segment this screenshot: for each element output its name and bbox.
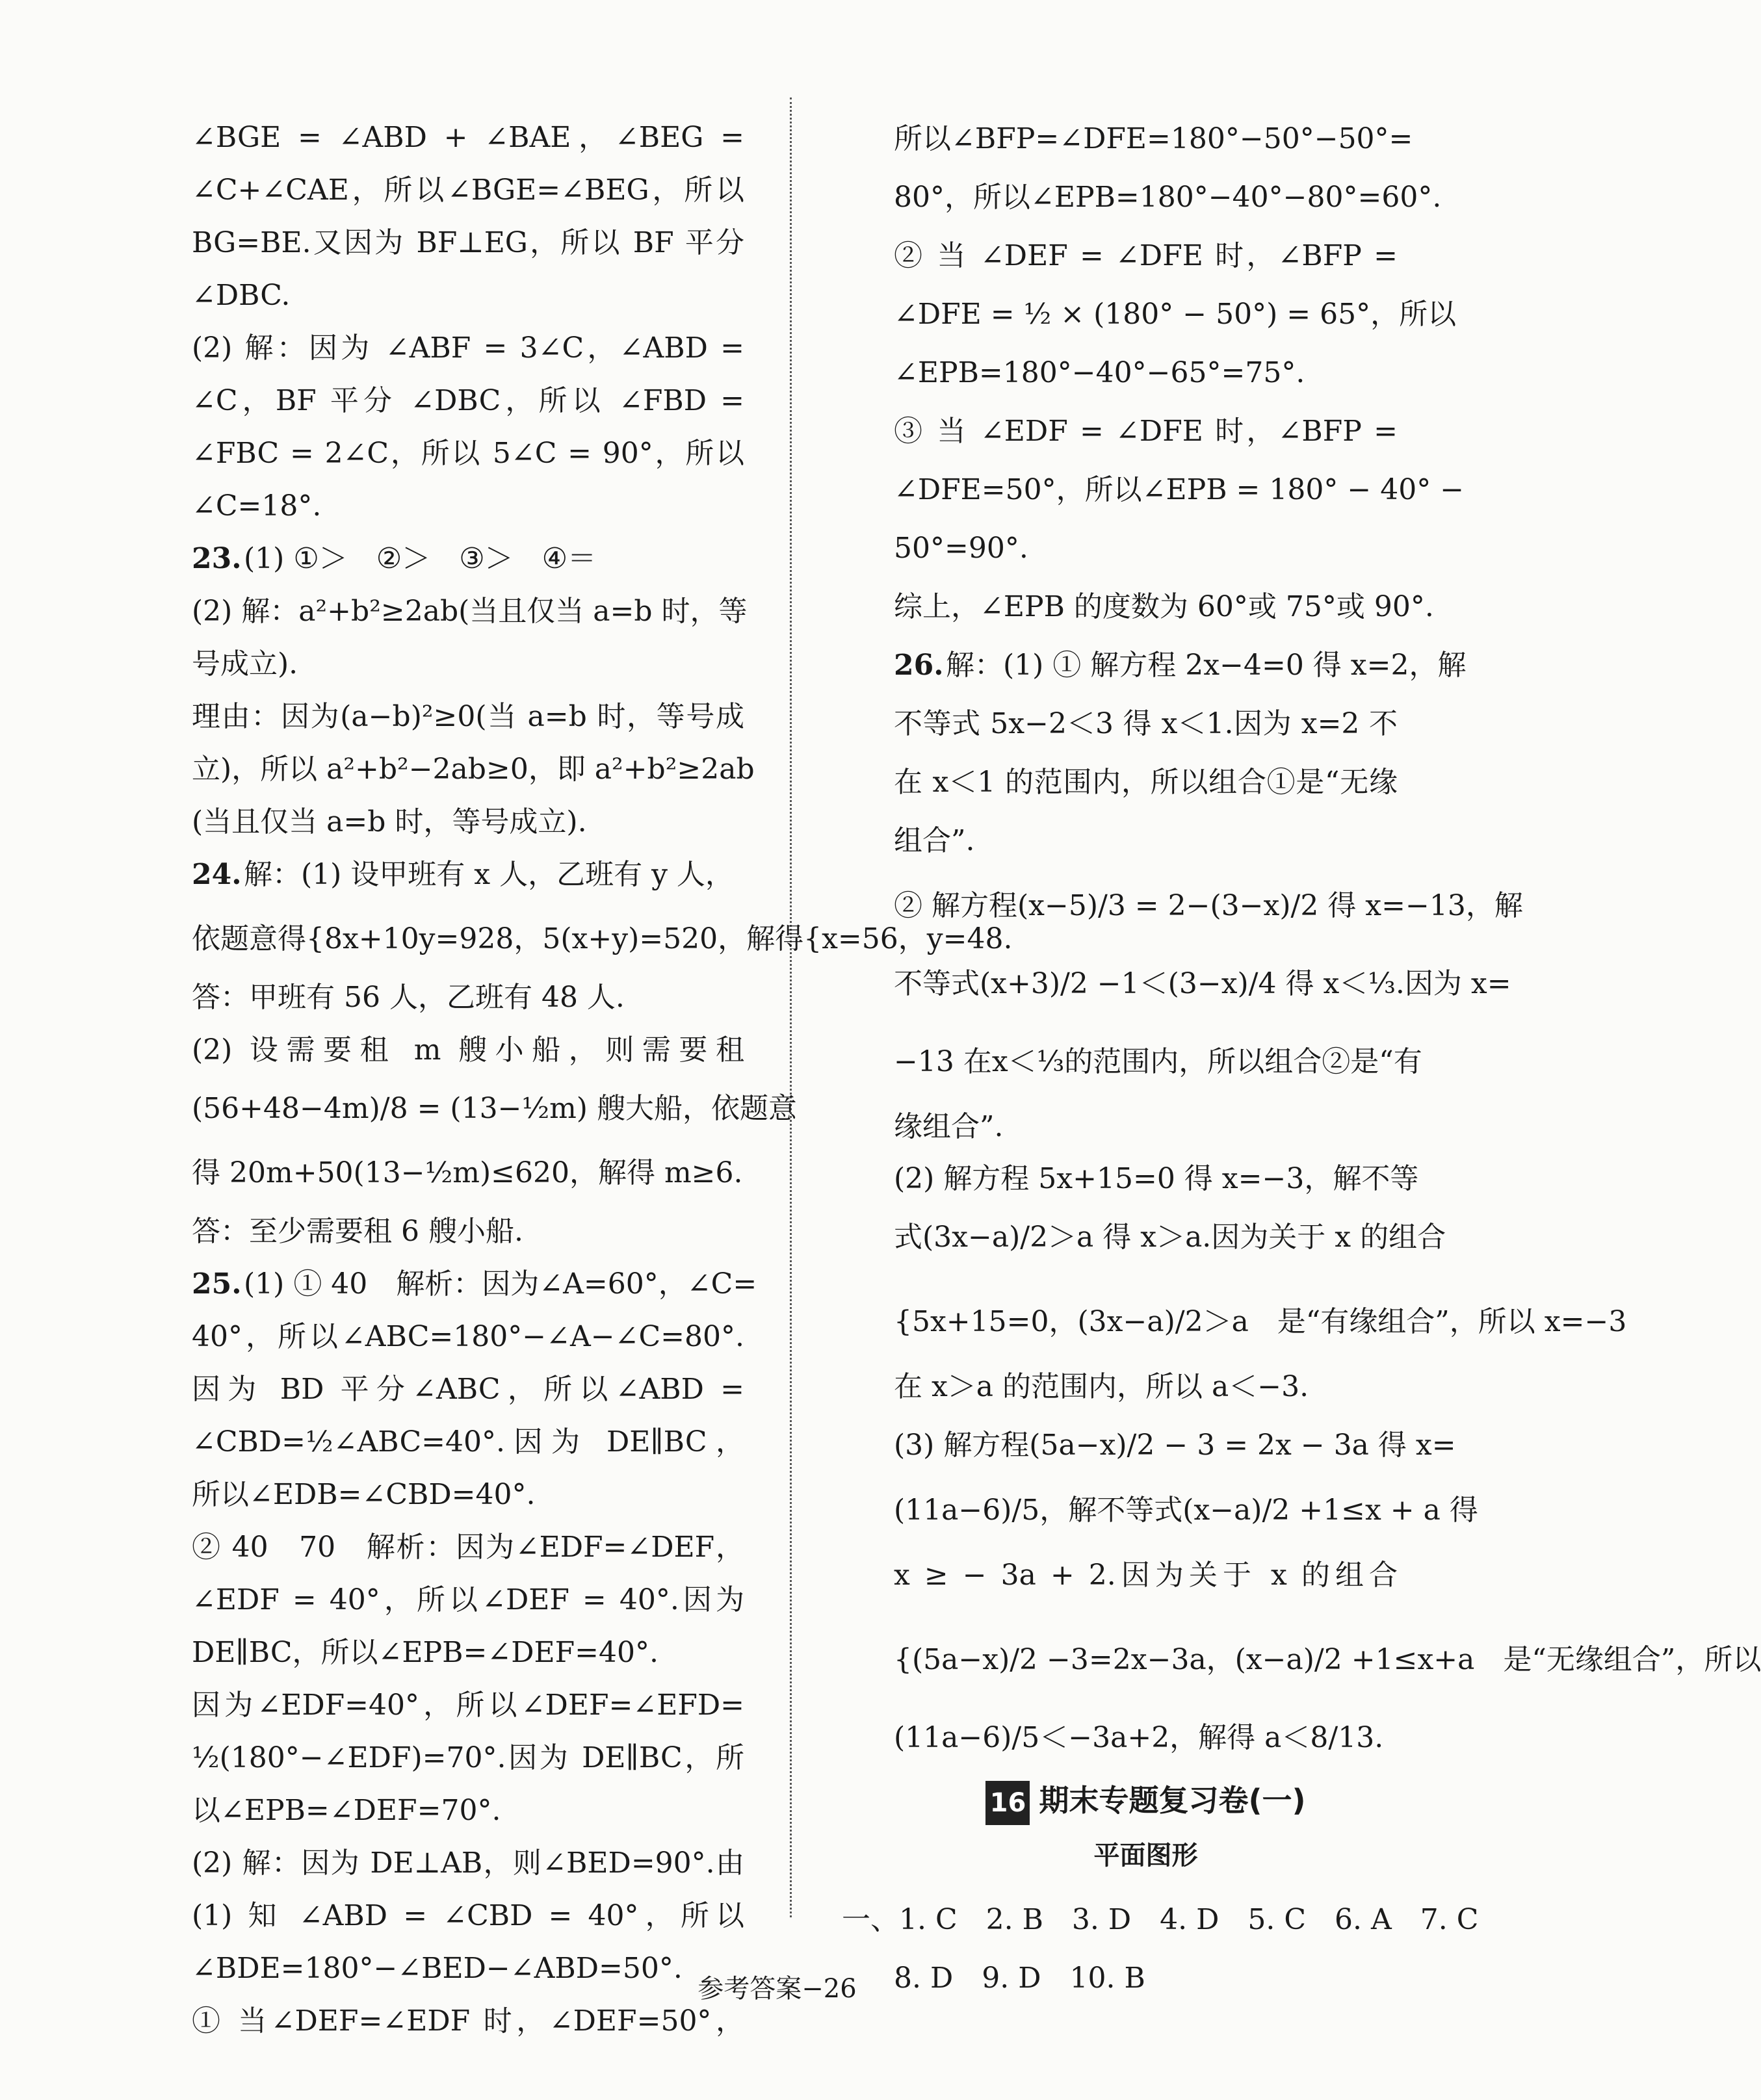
line-text: 答：至少需要租 6 艘小船. bbox=[192, 1215, 523, 1248]
text-line bbox=[192, 162, 744, 219]
line-text: (2) 设需要租 m 艘小船，则需要租 bbox=[192, 1033, 744, 1067]
line-text: 因为 BD 平分∠ABC，所以∠ABD = bbox=[192, 1373, 744, 1406]
line-text: ① 当∠DEF=∠EDF 时，∠DEF=50°， bbox=[192, 2004, 744, 2038]
question-number: 24. bbox=[192, 858, 242, 891]
line-text: −13 在x＜⅓的范围内，所以组合②是“有 bbox=[894, 1045, 1422, 1078]
text-line bbox=[894, 1482, 1478, 1539]
line-text: 不等式 5x−2＜3 得 x＜1.因为 x=2 不 bbox=[894, 707, 1398, 740]
line-text: 答：甲班有 56 人，乙班有 48 人. bbox=[192, 981, 625, 1014]
text-line bbox=[894, 877, 1523, 935]
line-text: ∠BDE=180°−∠BED−∠ABD=50°. bbox=[192, 1952, 683, 1985]
text-line bbox=[894, 637, 1467, 694]
line-text: (2) 解方程 5x+15=0 得 x=−3，解不等 bbox=[894, 1162, 1419, 1195]
line-text: ② 解方程(x−5)/3 = 2−(3−x)/2 得 x=−13，解 bbox=[894, 889, 1523, 922]
page-footer: 参考答案−26 bbox=[698, 1974, 857, 2004]
text-line bbox=[894, 1709, 1398, 1767]
line-text: (56+48−4m)/8 = (13−½m) 艘大船，依题意 bbox=[192, 1092, 797, 1125]
line-text: (1) ①＞ ②＞ ③＞ ④＝ bbox=[244, 542, 597, 575]
text-line bbox=[894, 578, 1434, 636]
text-line bbox=[894, 955, 1511, 1013]
line-text: ∠CBD=½∠ABC=40°.因为 DE∥BC， bbox=[192, 1425, 744, 1458]
column-divider bbox=[790, 97, 792, 1917]
line-text: 解：(1) 设甲班有 x 人，乙班有 y 人， bbox=[244, 858, 734, 891]
line-text: ③ 当 ∠EDF = ∠DFE 时，∠BFP = bbox=[894, 415, 1398, 448]
line-text: 号成立). bbox=[192, 647, 298, 681]
line-text: BG=BE.又因为 BF⊥EG，所以 BF 平分 bbox=[192, 226, 744, 259]
text-line bbox=[192, 1887, 744, 1945]
text-line bbox=[192, 478, 744, 535]
line-text: ∠C=18°. bbox=[192, 489, 322, 523]
line-text: 解：(1) ① 解方程 2x−4=0 得 x=2，解 bbox=[946, 649, 1467, 682]
text-line bbox=[192, 109, 744, 166]
text-line bbox=[192, 741, 755, 798]
text-line bbox=[894, 1150, 1419, 1208]
text-line bbox=[192, 969, 744, 1026]
line-text: 缘组合”. bbox=[894, 1110, 1004, 1143]
line-text: ② 40 70 解析：因为∠EDF=∠DEF， bbox=[192, 1531, 744, 1564]
text-line bbox=[192, 911, 1013, 968]
text-line bbox=[894, 110, 1413, 168]
question-number: 26. bbox=[894, 649, 944, 682]
line-text: 在 x＞a 的范围内，所以 a＜−3. bbox=[894, 1370, 1309, 1403]
text-line bbox=[192, 1572, 744, 1629]
text-line bbox=[894, 1358, 1398, 1416]
line-text: 在 x＜1 的范围内，所以组合①是“无缘 bbox=[894, 766, 1398, 799]
text-line bbox=[894, 403, 1398, 460]
text-line bbox=[894, 1209, 1446, 1266]
text-line bbox=[192, 1835, 744, 1892]
text-line bbox=[192, 688, 744, 745]
text-line bbox=[192, 1203, 744, 1260]
text-line bbox=[894, 1547, 1398, 1604]
line-text: 得 20m+50(13−½m)≤620，解得 m≥6. bbox=[192, 1156, 743, 1189]
line-text: (11a−6)/5＜−3a+2，解得 a＜8/13. bbox=[894, 1721, 1384, 1754]
line-text: 所以∠BFP=∠DFE=180°−50°−50°= bbox=[894, 122, 1413, 155]
text-line bbox=[192, 1361, 744, 1418]
text-line bbox=[894, 812, 1398, 870]
line-text: ∠DFE = ½ × (180° − 50°) = 65°，所以 bbox=[894, 298, 1457, 331]
line-text: 不等式(x+3)/2 −1＜(3−x)/4 得 x＜⅓.因为 x= bbox=[894, 967, 1511, 1000]
text-line bbox=[192, 214, 744, 272]
line-text: 理由：因为(a−b)²≥0(当 a=b 时，等号成 bbox=[192, 700, 744, 733]
line-text: x ≥ − 3a + 2.因为关于 x 的组合 bbox=[894, 1559, 1398, 1592]
text-line bbox=[192, 846, 744, 903]
text-line bbox=[192, 1080, 797, 1137]
line-text: ∠EDF = 40°，所以∠DEF = 40°.因为 bbox=[192, 1583, 744, 1616]
text-line bbox=[894, 461, 1465, 519]
text-line bbox=[894, 227, 1398, 285]
line-text: 所以∠EDB=∠CBD=40°. bbox=[192, 1478, 536, 1511]
section-number-badge: 16 bbox=[985, 1781, 1030, 1825]
line-text: {5x+15=0，(3x−a)/2＞a 是“有缘组合”，所以 x=−3 bbox=[894, 1305, 1627, 1338]
text-line bbox=[192, 267, 744, 324]
text-line bbox=[894, 286, 1457, 343]
text-line bbox=[192, 1022, 744, 1079]
text-line bbox=[894, 754, 1398, 811]
line-text: ② 当 ∠DEF = ∠DFE 时，∠BFP = bbox=[894, 239, 1398, 272]
line-text: 组合”. bbox=[894, 824, 975, 857]
text-line bbox=[192, 1730, 744, 1787]
line-text: 依题意得{8x+10y=928，5(x+y)=520，解得{x=56，y=48. bbox=[192, 922, 1013, 955]
text-line bbox=[192, 530, 744, 588]
line-text: ∠C+∠CAE，所以∠BGE=∠BEG，所以 bbox=[192, 174, 744, 207]
text-line bbox=[894, 1098, 1398, 1156]
text-line bbox=[894, 1033, 1422, 1091]
line-text: 40°，所以∠ABC=180°−∠A−∠C=80°. bbox=[192, 1320, 744, 1353]
question-number: 23. bbox=[192, 542, 242, 575]
line-text: ∠DBC. bbox=[192, 279, 291, 312]
text-line bbox=[894, 1293, 1627, 1351]
text-line bbox=[192, 1782, 744, 1839]
line-text: {(5a−x)/2 −3=2x−3a，(x−a)/2 +1≤x+a 是“无缘组合”，所以 bbox=[894, 1643, 1761, 1676]
text-line bbox=[192, 1624, 744, 1681]
answer-key-line-1: 一、1. C 2. B 3. D 4. D 5. C 6. A 7. C bbox=[842, 1903, 1479, 1936]
line-text: (1) ① 40 解析：因为∠A=60°，∠C= bbox=[244, 1267, 757, 1301]
text-line bbox=[894, 169, 1442, 226]
line-text: 立)，所以 a²+b²−2ab≥0，即 a²+b²≥2ab bbox=[192, 753, 755, 786]
line-text: (3) 解方程(5a−x)/2 − 3 = 2x − 3a 得 x= bbox=[894, 1429, 1456, 1462]
line-text: 因为∠EDF=40°，所以∠DEF=∠EFD= bbox=[192, 1689, 744, 1722]
text-line bbox=[192, 583, 748, 640]
question-number: 25. bbox=[192, 1267, 242, 1301]
line-text: ∠C，BF 平分 ∠DBC，所以 ∠FBD = bbox=[192, 384, 744, 417]
section-title: 期末专题复习卷(一) bbox=[1039, 1783, 1306, 1818]
text-line bbox=[894, 520, 1398, 577]
text-line bbox=[192, 372, 744, 430]
text-line bbox=[192, 320, 744, 377]
line-text: 以∠EPB=∠DEF=70°. bbox=[192, 1794, 501, 1827]
text-line bbox=[894, 344, 1398, 402]
section-heading bbox=[894, 1774, 1398, 1826]
line-text: ∠DFE=50°，所以∠EPB = 180° − 40° − bbox=[894, 473, 1465, 506]
text-line bbox=[192, 1677, 744, 1734]
text-line bbox=[192, 1256, 757, 1313]
text-line bbox=[894, 1417, 1456, 1474]
line-text: (当且仅当 a=b 时，等号成立). bbox=[192, 805, 587, 838]
section-subtitle: 平面图形 bbox=[1093, 1841, 1198, 1871]
line-text: 50°=90°. bbox=[894, 532, 1028, 565]
text-line bbox=[894, 695, 1398, 753]
line-text: (1) 知 ∠ABD = ∠CBD = 40°，所以 bbox=[192, 1899, 744, 1932]
line-text: ∠FBC = 2∠C，所以 5∠C = 90°，所以 bbox=[192, 437, 744, 470]
line-text: 综上，∠EPB 的度数为 60°或 75°或 90°. bbox=[894, 590, 1434, 623]
line-text: (2) 解：因为 ∠ABF = 3∠C，∠ABD = bbox=[192, 331, 744, 365]
text-line bbox=[192, 425, 744, 482]
line-text: DE∥BC，所以∠EPB=∠DEF=40°. bbox=[192, 1636, 659, 1669]
line-text: (2) 解：因为 DE⊥AB，则∠BED=90°.由 bbox=[192, 1847, 744, 1880]
line-text: (11a−6)/5，解不等式(x−a)/2 +1≤x + a 得 bbox=[894, 1494, 1478, 1527]
text-line bbox=[192, 1308, 744, 1366]
text-line bbox=[192, 1414, 744, 1471]
answer-key-line-2: 8. D 9. D 10. B bbox=[894, 1962, 1145, 1995]
line-text: 式(3x−a)/2＞a 得 x＞a.因为关于 x 的组合 bbox=[894, 1221, 1446, 1254]
line-text: ½(180°−∠EDF)=70°.因为 DE∥BC，所 bbox=[192, 1741, 744, 1774]
line-text: ∠EPB=180°−40°−65°=75°. bbox=[894, 356, 1305, 389]
line-text: (2) 解：a²+b²≥2ab(当且仅当 a=b 时，等 bbox=[192, 595, 748, 628]
text-line bbox=[192, 636, 744, 693]
text-line bbox=[192, 1145, 744, 1202]
text-line bbox=[192, 1519, 744, 1576]
line-text: ∠BGE = ∠ABD + ∠BAE，∠BEG = bbox=[192, 121, 744, 154]
line-text: 80°，所以∠EPB=180°−40°−80°=60°. bbox=[894, 181, 1442, 214]
text-line bbox=[894, 1631, 1761, 1689]
text-line bbox=[192, 1466, 744, 1523]
text-line bbox=[192, 794, 744, 851]
